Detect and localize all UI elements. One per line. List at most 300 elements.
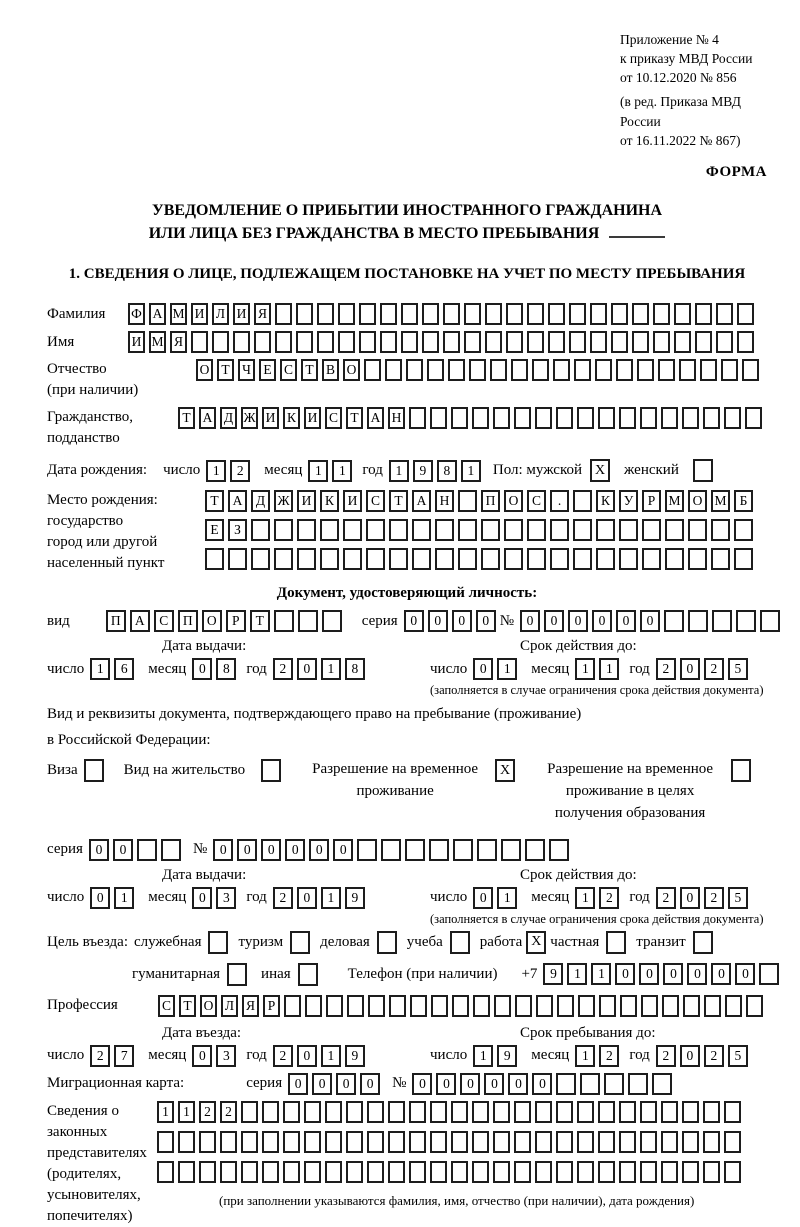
char-cell[interactable]: 0 [663, 963, 683, 985]
char-cell[interactable]: О [688, 490, 707, 512]
char-cell[interactable] [304, 1131, 321, 1153]
char-cell[interactable] [451, 407, 468, 429]
char-cell[interactable] [661, 1161, 678, 1183]
char-cell[interactable]: Р [226, 610, 246, 632]
char-cell[interactable]: И [343, 490, 362, 512]
char-cell[interactable] [451, 1161, 468, 1183]
char-cell[interactable]: В [322, 359, 339, 381]
char-cell[interactable]: Р [642, 490, 661, 512]
char-cell[interactable]: 0 [297, 887, 317, 909]
char-cell[interactable] [619, 1131, 636, 1153]
char-cell[interactable] [389, 548, 408, 570]
char-cell[interactable] [527, 331, 544, 353]
char-cell[interactable] [338, 331, 355, 353]
char-cell[interactable]: . [550, 490, 569, 512]
char-cell[interactable]: Т [217, 359, 234, 381]
char-cell[interactable]: 2 [656, 658, 676, 680]
char-cell[interactable] [682, 407, 699, 429]
char-cell[interactable] [325, 1161, 342, 1183]
visa-checkbox[interactable] [84, 759, 104, 782]
char-cell[interactable] [703, 1131, 720, 1153]
char-cell[interactable]: 9 [497, 1045, 517, 1067]
char-cell[interactable]: Т [178, 407, 195, 429]
char-cell[interactable] [611, 331, 628, 353]
char-cell[interactable]: А [199, 407, 216, 429]
char-cell[interactable]: 1 [157, 1101, 174, 1123]
char-cell[interactable]: 8 [216, 658, 236, 680]
char-cell[interactable] [703, 1161, 720, 1183]
char-cell[interactable] [573, 548, 592, 570]
char-cell[interactable] [443, 331, 460, 353]
char-cell[interactable]: 1 [599, 658, 619, 680]
char-cell[interactable] [494, 995, 511, 1017]
char-cell[interactable]: 0 [333, 839, 353, 861]
char-cell[interactable] [619, 1101, 636, 1123]
char-cell[interactable]: 0 [473, 887, 493, 909]
char-cell[interactable]: 0 [711, 963, 731, 985]
char-cell[interactable] [742, 359, 759, 381]
char-cell[interactable] [388, 1101, 405, 1123]
char-cell[interactable] [322, 610, 342, 632]
char-cell[interactable]: Ж [241, 407, 258, 429]
char-cell[interactable]: 1 [308, 460, 328, 482]
char-cell[interactable] [632, 331, 649, 353]
char-cell[interactable]: 8 [437, 460, 457, 482]
char-cell[interactable] [481, 548, 500, 570]
char-cell[interactable] [443, 303, 460, 325]
char-cell[interactable]: 7 [114, 1045, 134, 1067]
char-cell[interactable] [711, 519, 730, 541]
char-cell[interactable] [477, 839, 497, 861]
char-cell[interactable] [364, 359, 381, 381]
char-cell[interactable]: А [228, 490, 247, 512]
char-cell[interactable]: 0 [520, 610, 540, 632]
char-cell[interactable] [548, 331, 565, 353]
char-cell[interactable]: 2 [273, 1045, 293, 1067]
char-cell[interactable] [452, 995, 469, 1017]
char-cell[interactable]: Л [221, 995, 238, 1017]
char-cell[interactable]: 2 [656, 887, 676, 909]
char-cell[interactable] [241, 1131, 258, 1153]
char-cell[interactable] [535, 1161, 552, 1183]
char-cell[interactable] [737, 331, 754, 353]
char-cell[interactable]: 0 [568, 610, 588, 632]
char-cell[interactable] [191, 331, 208, 353]
char-cell[interactable] [274, 548, 293, 570]
char-cell[interactable]: 1 [497, 658, 517, 680]
char-cell[interactable] [682, 1101, 699, 1123]
sex-male-checkbox[interactable]: X [590, 459, 610, 482]
char-cell[interactable]: Е [205, 519, 224, 541]
char-cell[interactable] [220, 1131, 237, 1153]
char-cell[interactable] [535, 407, 552, 429]
char-cell[interactable]: 9 [345, 1045, 365, 1067]
char-cell[interactable]: И [191, 303, 208, 325]
char-cell[interactable] [368, 995, 385, 1017]
char-cell[interactable]: П [106, 610, 126, 632]
char-cell[interactable]: 0 [404, 610, 424, 632]
char-cell[interactable] [724, 407, 741, 429]
char-cell[interactable]: 2 [704, 887, 724, 909]
char-cell[interactable] [233, 331, 250, 353]
char-cell[interactable] [535, 1131, 552, 1153]
char-cell[interactable] [573, 519, 592, 541]
char-cell[interactable] [595, 359, 612, 381]
char-cell[interactable]: 0 [639, 963, 659, 985]
char-cell[interactable] [346, 1101, 363, 1123]
char-cell[interactable]: 5 [728, 1045, 748, 1067]
char-cell[interactable] [760, 610, 780, 632]
char-cell[interactable] [712, 610, 732, 632]
char-cell[interactable] [527, 548, 546, 570]
char-cell[interactable]: С [154, 610, 174, 632]
char-cell[interactable] [619, 1161, 636, 1183]
char-cell[interactable] [430, 1101, 447, 1123]
char-cell[interactable] [275, 303, 292, 325]
char-cell[interactable]: С [325, 407, 342, 429]
char-cell[interactable] [527, 519, 546, 541]
char-cell[interactable] [619, 407, 636, 429]
char-cell[interactable] [640, 1101, 657, 1123]
char-cell[interactable] [665, 548, 684, 570]
char-cell[interactable]: Е [259, 359, 276, 381]
char-cell[interactable]: 2 [704, 658, 724, 680]
char-cell[interactable] [137, 839, 157, 861]
char-cell[interactable]: 1 [461, 460, 481, 482]
char-cell[interactable] [578, 995, 595, 1017]
char-cell[interactable]: 1 [575, 887, 595, 909]
char-cell[interactable]: 0 [113, 839, 133, 861]
char-cell[interactable] [604, 1073, 624, 1095]
char-cell[interactable]: 0 [592, 610, 612, 632]
char-cell[interactable]: Д [251, 490, 270, 512]
char-cell[interactable] [725, 995, 742, 1017]
char-cell[interactable] [262, 1101, 279, 1123]
char-cell[interactable] [662, 995, 679, 1017]
char-cell[interactable] [178, 1161, 195, 1183]
char-cell[interactable]: П [178, 610, 198, 632]
char-cell[interactable] [381, 839, 401, 861]
residence-permit-checkbox[interactable] [261, 759, 281, 782]
char-cell[interactable] [688, 519, 707, 541]
char-cell[interactable] [653, 331, 670, 353]
char-cell[interactable] [262, 1131, 279, 1153]
char-cell[interactable]: 0 [288, 1073, 308, 1095]
char-cell[interactable] [435, 548, 454, 570]
char-cell[interactable]: 0 [297, 658, 317, 680]
char-cell[interactable]: И [304, 407, 321, 429]
char-cell[interactable] [637, 359, 654, 381]
char-cell[interactable]: 0 [360, 1073, 380, 1095]
char-cell[interactable]: 0 [192, 887, 212, 909]
char-cell[interactable] [485, 331, 502, 353]
purpose-rabota-checkbox[interactable]: X [526, 931, 546, 954]
char-cell[interactable] [458, 548, 477, 570]
char-cell[interactable]: 0 [687, 963, 707, 985]
char-cell[interactable] [343, 548, 362, 570]
char-cell[interactable] [199, 1161, 216, 1183]
char-cell[interactable]: Б [734, 490, 753, 512]
char-cell[interactable]: Т [389, 490, 408, 512]
char-cell[interactable] [514, 1101, 531, 1123]
char-cell[interactable]: 0 [312, 1073, 332, 1095]
char-cell[interactable] [458, 490, 477, 512]
char-cell[interactable]: К [320, 490, 339, 512]
char-cell[interactable] [406, 359, 423, 381]
char-cell[interactable]: 0 [192, 1045, 212, 1067]
char-cell[interactable]: Т [205, 490, 224, 512]
temp-residence-education-checkbox[interactable] [731, 759, 751, 782]
char-cell[interactable]: Т [346, 407, 363, 429]
char-cell[interactable] [573, 490, 592, 512]
char-cell[interactable] [317, 303, 334, 325]
char-cell[interactable]: 1 [389, 460, 409, 482]
char-cell[interactable] [577, 1161, 594, 1183]
char-cell[interactable]: Н [388, 407, 405, 429]
char-cell[interactable] [556, 1131, 573, 1153]
char-cell[interactable]: У [619, 490, 638, 512]
char-cell[interactable] [427, 359, 444, 381]
char-cell[interactable]: О [343, 359, 360, 381]
char-cell[interactable]: 0 [336, 1073, 356, 1095]
char-cell[interactable] [493, 407, 510, 429]
char-cell[interactable] [683, 995, 700, 1017]
char-cell[interactable]: 9 [413, 460, 433, 482]
char-cell[interactable] [716, 331, 733, 353]
char-cell[interactable]: М [711, 490, 730, 512]
char-cell[interactable] [472, 1101, 489, 1123]
char-cell[interactable]: 0 [436, 1073, 456, 1095]
char-cell[interactable] [320, 519, 339, 541]
char-cell[interactable]: 0 [532, 1073, 552, 1095]
char-cell[interactable] [422, 331, 439, 353]
char-cell[interactable] [451, 1101, 468, 1123]
char-cell[interactable] [703, 1101, 720, 1123]
char-cell[interactable]: 2 [230, 460, 250, 482]
char-cell[interactable] [357, 839, 377, 861]
char-cell[interactable] [664, 610, 684, 632]
char-cell[interactable] [598, 407, 615, 429]
char-cell[interactable]: 1 [321, 887, 341, 909]
char-cell[interactable] [665, 519, 684, 541]
char-cell[interactable] [380, 303, 397, 325]
char-cell[interactable]: А [412, 490, 431, 512]
char-cell[interactable]: 2 [704, 1045, 724, 1067]
char-cell[interactable] [745, 407, 762, 429]
char-cell[interactable] [695, 303, 712, 325]
char-cell[interactable] [297, 519, 316, 541]
char-cell[interactable]: 1 [473, 1045, 493, 1067]
char-cell[interactable] [658, 359, 675, 381]
char-cell[interactable] [598, 1161, 615, 1183]
char-cell[interactable] [304, 1101, 321, 1123]
char-cell[interactable] [504, 519, 523, 541]
char-cell[interactable] [736, 610, 756, 632]
char-cell[interactable] [493, 1101, 510, 1123]
char-cell[interactable]: К [283, 407, 300, 429]
char-cell[interactable]: 0 [237, 839, 257, 861]
char-cell[interactable] [553, 359, 570, 381]
char-cell[interactable] [205, 548, 224, 570]
char-cell[interactable]: 1 [178, 1101, 195, 1123]
char-cell[interactable] [157, 1161, 174, 1183]
char-cell[interactable] [388, 1131, 405, 1153]
char-cell[interactable] [598, 1131, 615, 1153]
char-cell[interactable] [338, 303, 355, 325]
char-cell[interactable] [596, 548, 615, 570]
char-cell[interactable]: Д [220, 407, 237, 429]
char-cell[interactable] [178, 1131, 195, 1153]
char-cell[interactable] [325, 1131, 342, 1153]
char-cell[interactable] [653, 303, 670, 325]
char-cell[interactable] [640, 1161, 657, 1183]
char-cell[interactable] [724, 1101, 741, 1123]
char-cell[interactable]: 0 [484, 1073, 504, 1095]
char-cell[interactable]: 2 [599, 1045, 619, 1067]
char-cell[interactable] [359, 331, 376, 353]
char-cell[interactable]: 0 [261, 839, 281, 861]
char-cell[interactable]: Н [435, 490, 454, 512]
char-cell[interactable] [453, 839, 473, 861]
char-cell[interactable] [317, 331, 334, 353]
char-cell[interactable] [388, 1161, 405, 1183]
char-cell[interactable] [640, 407, 657, 429]
char-cell[interactable] [514, 407, 531, 429]
char-cell[interactable] [346, 1161, 363, 1183]
char-cell[interactable] [577, 407, 594, 429]
char-cell[interactable]: 3 [216, 887, 236, 909]
char-cell[interactable] [548, 303, 565, 325]
char-cell[interactable]: 0 [89, 839, 109, 861]
char-cell[interactable] [616, 359, 633, 381]
char-cell[interactable] [642, 519, 661, 541]
char-cell[interactable] [325, 1101, 342, 1123]
char-cell[interactable] [430, 407, 447, 429]
char-cell[interactable] [157, 1131, 174, 1153]
char-cell[interactable] [688, 610, 708, 632]
char-cell[interactable] [275, 331, 292, 353]
char-cell[interactable]: 0 [735, 963, 755, 985]
char-cell[interactable]: 2 [90, 1045, 110, 1067]
char-cell[interactable] [274, 610, 294, 632]
char-cell[interactable] [724, 1161, 741, 1183]
char-cell[interactable]: 1 [90, 658, 110, 680]
char-cell[interactable] [241, 1161, 258, 1183]
char-cell[interactable]: О [200, 995, 217, 1017]
char-cell[interactable]: 0 [309, 839, 329, 861]
char-cell[interactable] [284, 995, 301, 1017]
char-cell[interactable]: 0 [640, 610, 660, 632]
char-cell[interactable] [298, 610, 318, 632]
char-cell[interactable]: 2 [220, 1101, 237, 1123]
char-cell[interactable] [640, 1131, 657, 1153]
char-cell[interactable] [525, 839, 545, 861]
char-cell[interactable]: 5 [728, 887, 748, 909]
char-cell[interactable] [472, 1161, 489, 1183]
char-cell[interactable] [527, 303, 544, 325]
char-cell[interactable] [241, 1101, 258, 1123]
char-cell[interactable] [366, 548, 385, 570]
char-cell[interactable]: Т [179, 995, 196, 1017]
char-cell[interactable] [679, 359, 696, 381]
char-cell[interactable] [641, 995, 658, 1017]
char-cell[interactable] [550, 548, 569, 570]
char-cell[interactable] [514, 1161, 531, 1183]
char-cell[interactable]: 0 [452, 610, 472, 632]
char-cell[interactable] [619, 548, 638, 570]
char-cell[interactable] [304, 1161, 321, 1183]
char-cell[interactable]: П [481, 490, 500, 512]
char-cell[interactable] [251, 519, 270, 541]
char-cell[interactable] [343, 519, 362, 541]
char-cell[interactable]: И [262, 407, 279, 429]
purpose-ucheba-checkbox[interactable] [450, 931, 470, 954]
char-cell[interactable] [493, 1161, 510, 1183]
char-cell[interactable]: Р [263, 995, 280, 1017]
char-cell[interactable] [346, 1131, 363, 1153]
char-cell[interactable]: И [233, 303, 250, 325]
char-cell[interactable] [674, 303, 691, 325]
char-cell[interactable] [473, 995, 490, 1017]
char-cell[interactable] [737, 303, 754, 325]
purpose-gumanitarnaya-checkbox[interactable] [227, 963, 247, 986]
char-cell[interactable] [550, 519, 569, 541]
char-cell[interactable] [458, 519, 477, 541]
char-cell[interactable]: Ж [274, 490, 293, 512]
char-cell[interactable]: С [527, 490, 546, 512]
char-cell[interactable] [536, 995, 553, 1017]
char-cell[interactable] [628, 1073, 648, 1095]
purpose-delovaya-checkbox[interactable] [377, 931, 397, 954]
char-cell[interactable] [297, 548, 316, 570]
char-cell[interactable] [569, 303, 586, 325]
char-cell[interactable]: 0 [460, 1073, 480, 1095]
char-cell[interactable] [283, 1131, 300, 1153]
char-cell[interactable]: 9 [345, 887, 365, 909]
char-cell[interactable] [556, 407, 573, 429]
char-cell[interactable]: К [596, 490, 615, 512]
char-cell[interactable] [569, 331, 586, 353]
char-cell[interactable] [577, 1101, 594, 1123]
char-cell[interactable] [430, 1161, 447, 1183]
char-cell[interactable] [490, 359, 507, 381]
char-cell[interactable] [485, 303, 502, 325]
char-cell[interactable] [688, 548, 707, 570]
char-cell[interactable]: 0 [412, 1073, 432, 1095]
char-cell[interactable]: С [366, 490, 385, 512]
char-cell[interactable] [682, 1161, 699, 1183]
char-cell[interactable] [556, 1073, 576, 1095]
char-cell[interactable] [632, 303, 649, 325]
char-cell[interactable] [504, 548, 523, 570]
char-cell[interactable] [580, 1073, 600, 1095]
char-cell[interactable] [367, 1101, 384, 1123]
char-cell[interactable]: М [149, 331, 166, 353]
char-cell[interactable]: И [128, 331, 145, 353]
char-cell[interactable]: Ф [128, 303, 145, 325]
char-cell[interactable]: О [202, 610, 222, 632]
char-cell[interactable]: 1 [575, 1045, 595, 1067]
char-cell[interactable]: М [170, 303, 187, 325]
char-cell[interactable]: 0 [90, 887, 110, 909]
char-cell[interactable]: 0 [680, 887, 700, 909]
char-cell[interactable] [212, 331, 229, 353]
char-cell[interactable] [620, 995, 637, 1017]
purpose-turizm-checkbox[interactable] [290, 931, 310, 954]
char-cell[interactable] [596, 519, 615, 541]
char-cell[interactable] [514, 1131, 531, 1153]
char-cell[interactable] [704, 995, 721, 1017]
